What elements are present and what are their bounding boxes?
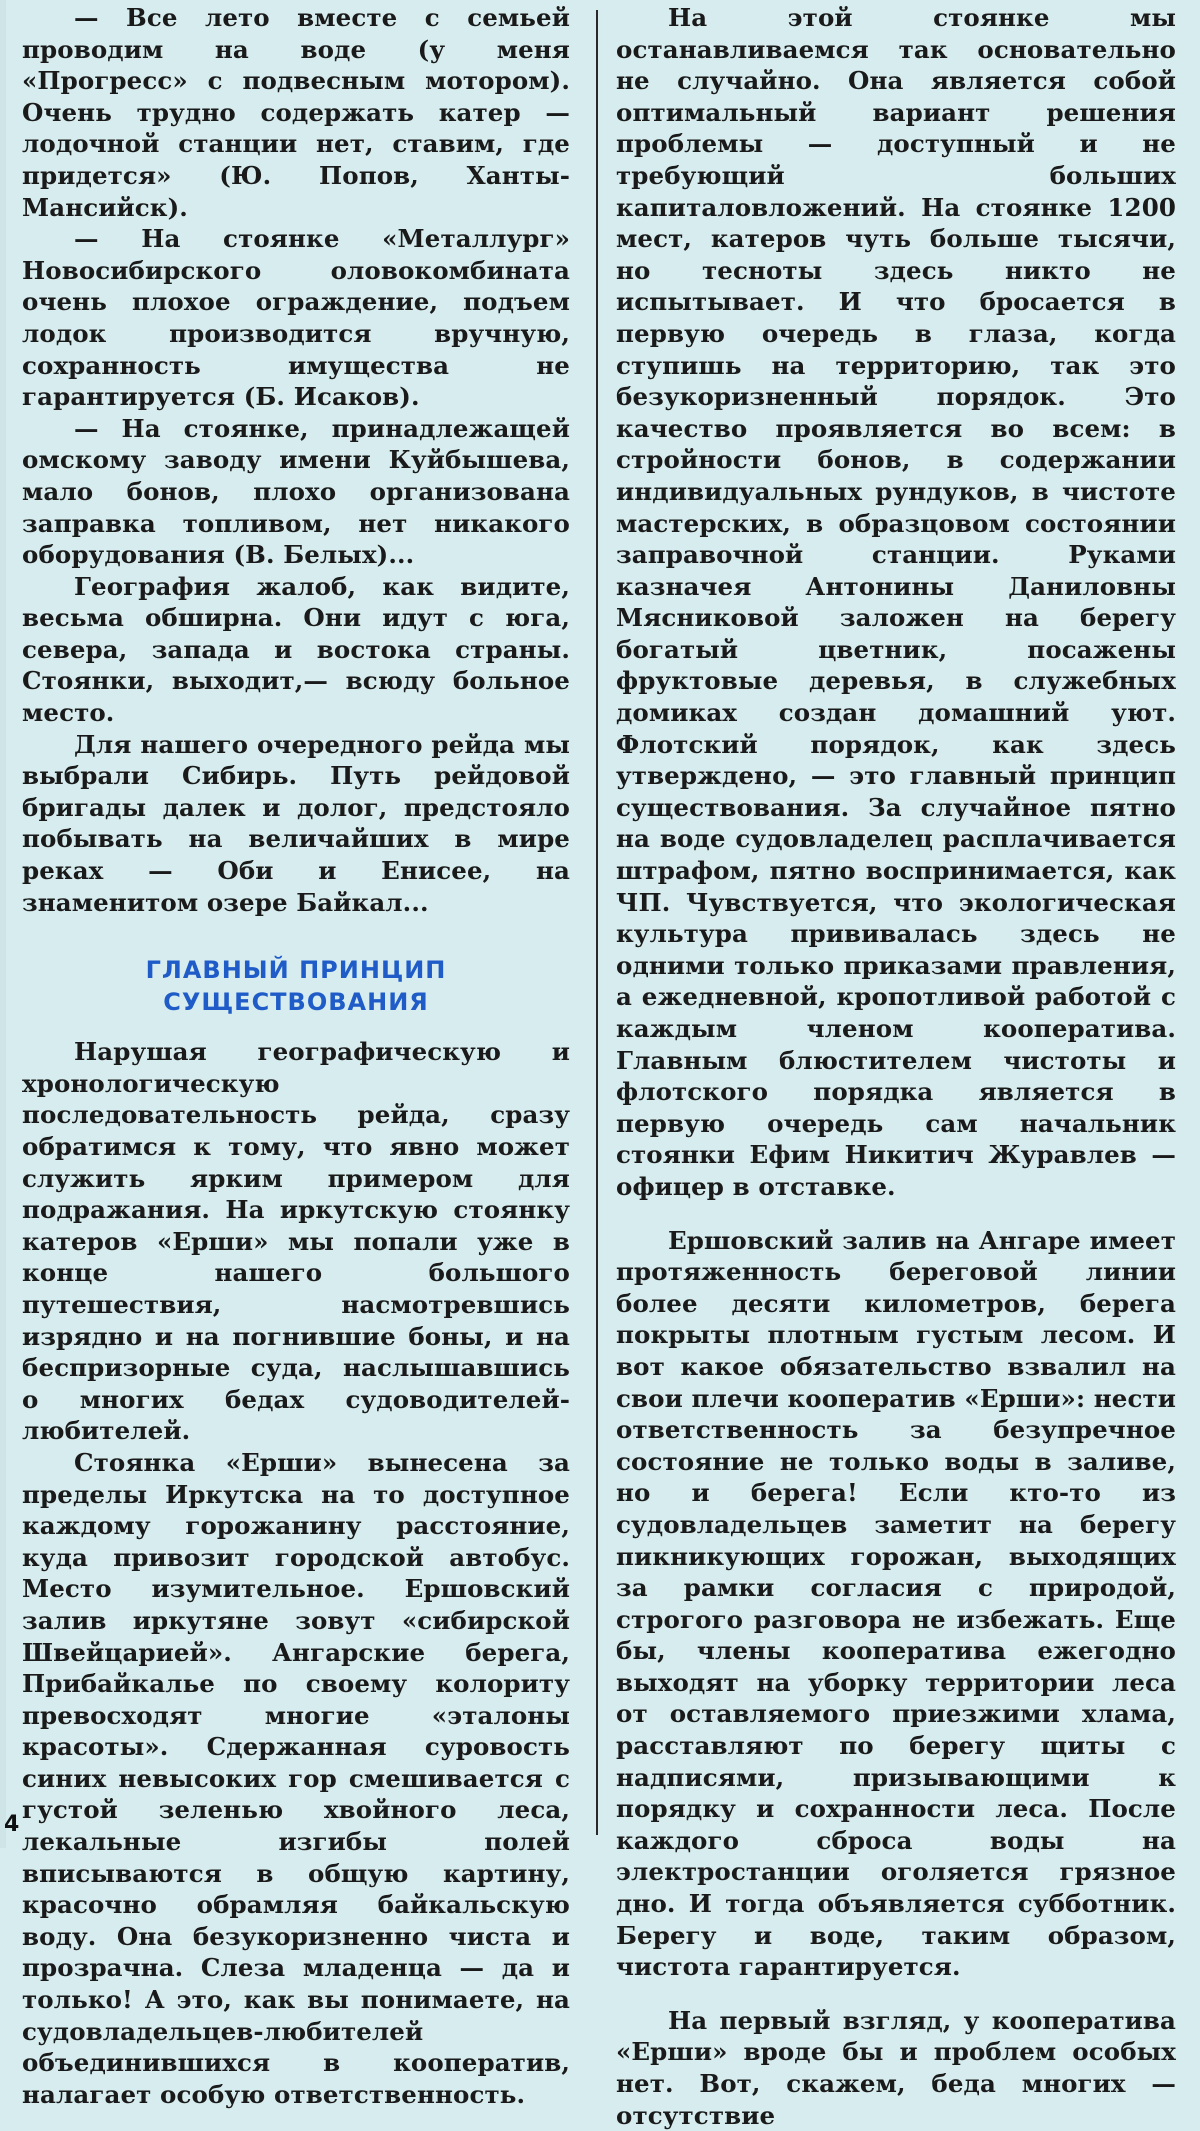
paragraph: Нарушая географическую и хронологическую последовательность рейда, сразу обратимся к тому, что явно может служить ярким примером для подражания. На иркутскую стоянку катеров «Ерши» мы попали уже в конце нашего большого путешествия, насмотревшись изрядно и на погнившие боны, и на беспризорные суда, наслышавшись о многих бедах судоводителей-любителей. [22, 1037, 570, 1446]
page-number: 4 [4, 1812, 20, 1837]
page-edge [0, 0, 6, 1848]
paragraph: На первый взгляд, у кооператива «Ерши» вроде бы и проблем особых нет. Вот, скажем, беда многих — отсутствие [616, 2005, 1176, 2130]
paragraph: На этой стоянке мы останавливаемся так основательно не случайно. Она является собой оптимальный вариант решения проблемы — доступный и не требующий больших капиталовложений. На стоянке 1200 мест, катеров чуть больше тысячи, но тесноты здесь никто не испытывает. И что бросается в первую очередь в глаза, когда ступишь на территорию, так это безукоризненный порядок. Это качество проявляется во всем: в стройности бонов, в содержании индивидуальных рундуков, в чистоте мастерских, в образцовом состоянии заправочной станции. Руками казначея Антонины Даниловны Мясниковой заложен на берегу богатый цветник, посажены фруктовые деревья, в служебных домиках создан домашний уют. Флотский порядок, как здесь утверждено, — это главный принцип существования. За случайное пятно на воде судовладелец расплачивается штрафом, пятно воспринимается, как ЧП. Чувствуется, что экологическая культура прививалась здесь не одними только приказами правления, а ежедневной, кропотливой работой с каждым членом кооператива. Главным блюстителем чистоты и флотского порядка является в первую очередь сам начальник стоянки Ефим Никитич Журавлев — офицер в отставке. [616, 3, 1176, 1201]
paragraph: География жалоб, как видите, весьма обширна. Они идут с юга, севера, запада и востока страны. Стоянки, выходит,— всюду больное место. [22, 571, 570, 728]
section-heading-line: ГЛАВНЫЙ ПРИНЦИП [145, 956, 447, 985]
paragraph: — На стоянке, принадлежащей омскому заводу имени Куйбышева, мало бонов, плохо организована заправка топливом, нет никакого оборудования (В. Белых)... [22, 413, 570, 570]
section-heading [22, 954, 570, 1018]
paragraph: Для нашего очередного рейда мы выбрали Сибирь. Путь рейдовой бригады далек и долог, предстояло побывать на величайших в мире реках — Оби и Енисее, на знаменитом озере Байкал... [22, 729, 570, 917]
section-heading-line: СУЩЕСТВОВАНИЯ [163, 988, 429, 1017]
column-divider [596, 10, 598, 1835]
paragraph: Ершовский залив на Ангаре имеет протяженность береговой линии более десяти километров, берега покрыты плотным густым лесом. И вот какое обязательство взвалил на свои плечи кооператив «Ерши»: нести ответственность за безупречное состояние не только воды в заливе, но и берега! Если кто-то из судовладельцев заметит на берегу пикникующих горожан, выходящих за рамки согласия с природой, строгого разговора не избежать. Еще бы, члены кооператива ежегодно выходят на уборку территории леса от оставляемого приезжими хлама, расставляют по берегу щиты с надписями, призывающими к порядку и сохранности леса. После каждого сброса воды на электростанции оголяется грязное дно. И тогда объявляется субботник. Берегу и воде, таким образом, чистота гарантируется. [616, 1225, 1177, 1982]
left-column [22, 0, 570, 2110]
paragraph: — Все лето вместе с семьей проводим на воде (у меня «Прогресс» с подвесным мотором). Очень трудно содержать катер — лодочной станции нет, ставим, где придется» (Ю. Попов, Ханты-Мансийск). [22, 3, 570, 222]
paragraph: — На стоянке «Металлург» Новосибирского оловокомбината очень плохое ограждение, подъем лодок производится вручную, сохранность имущества не гарантируется (Б. Исаков). [22, 224, 570, 412]
right-column [616, 0, 1176, 2131]
paragraph: Стоянка «Ерши» вынесена за пределы Иркутска на то доступное каждому горожанину расстояние, куда привозит городской автобус. Место изумительное. Ершовский залив иркутяне зовут «сибирской Швейцарией». Ангарские берега, Прибайкалье по своему колориту превосходят многие «эталоны красоты». Сдержанная суровость синих невысоких гор смешивается с густой зеленью хвойного леса, лекальные изгибы полей вписываются в общую картину, красочно обрамляя байкальскую воду. Она безукоризненно чиста и прозрачна. Слеза младенца — да и только! А это, как вы понимаете, на судовладельцев-любителей объединившихся в кооператив, налагает особую ответственность. [22, 1447, 570, 2109]
